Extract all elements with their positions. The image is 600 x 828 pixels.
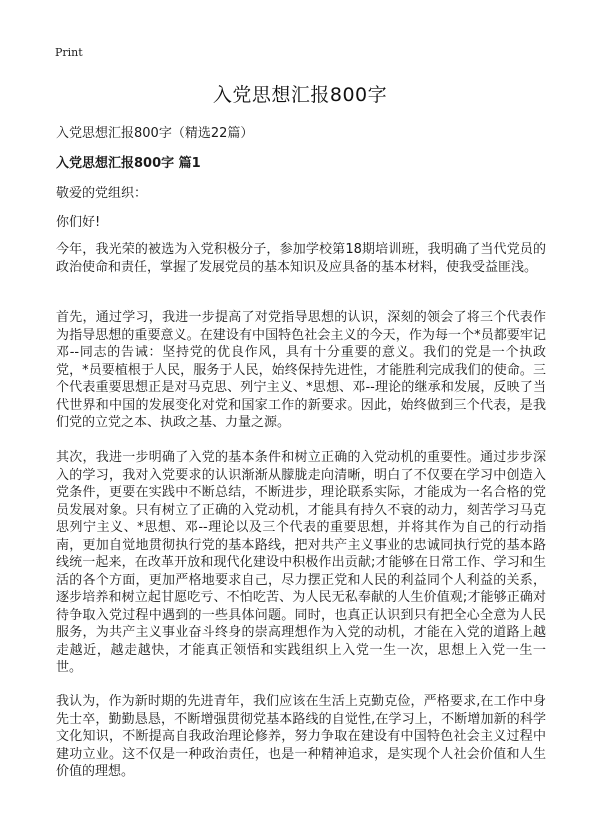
section-heading: 入党思想汇报800字 篇1 xyxy=(56,156,201,171)
paragraph-2: 首先，通过学习，我进一步提高了对党指导思想的认识，深刻的领会了将三个代表作为指导思想的重要意义。在建设有中国特色社会主义的今天，作为每一个*员都要牢记邓--同志的告诫：坚持党的优良作风，具有十分重要的意义。我们的党是一个执政党，*员要植根于人民，服务于人民，始终保持先进性，才能胜利完成我们的使命。三个代表重要思想正是对马克思、列宁主义、*思想、邓--理论的继承和发展，反映了当代世界和中国的发展变化对党和国家工作的新要求。因此，始终做到三个代表，是我们党的立党之本、执政之基、力量之源。 xyxy=(56,310,546,430)
page-title: 入党思想汇报800字 xyxy=(212,84,388,106)
greeting: 你们好! xyxy=(56,215,101,230)
document-subtitle: 入党思想汇报800字（精选22篇） xyxy=(56,126,254,141)
salutation: 敬爱的党组织： xyxy=(56,186,148,201)
paragraph-4: 我认为，作为新时期的先进青年，我们应该在生活上克勤克俭，严格要求,在工作中身先士卒，勤勤恳恳，不断增强贯彻党基本路线的自觉性,在学习上，不断增加新的科学文化知识，不断提高自我政治理论修养，努力争取在建设有中国特色社会主义过程中建功立业。这不仅是一种政治责任，也是一种精神追求，是实现个人社会价值和人生价值的理想。 xyxy=(56,694,546,779)
paragraph-1: 今年，我光荣的被选为入党积极分子，参加学校第18期培训班，我明确了当代党员的政治使命和责任，掌握了发展党员的基本知识及应具备的基本材料，使我受益匪浅。 xyxy=(56,242,546,275)
print-link[interactable]: Print xyxy=(55,46,83,59)
paragraph-3: 其次，我进一步明确了入党的基本条件和树立正确的入党动机的重要性。通过步步深入的学习，我对入党要求的认识渐渐从朦胧走向清晰，明白了不仅要在学习中创造入党条件，更要在实践中不断总结，不断进步，理论联系实际，才能成为一名合格的党员发展对象。只有树立了正确的入党动机，才能具有持久不衰的动力，刻苦学习马克思列宁主义、*思想、邓--理论以及三个代表的重要思想，并将其作为自己的行动指南，更加自觉地贯彻执行党的基本路线，把对共产主义事业的忠诚同执行党的基本路线统一起来，在改革开放和现代化建设中积极作出贡献;才能够在日常工作、学习和生活的各个方面，更加严格地要求自己，尽力摆正党和人民的利益同个人利益的关系，逐步培养和树立起甘愿吃亏、不怕吃苦、为人民无私奉献的人生价值观;才能够正确对待争取入党过程中遇到的一些具体问题。同时，也真正认识到只有把全心全意为人民服务，为共产主义事业奋斗终身的崇高理想作为入党的动机，才能在入党的道路上越走越近，越走越快，才能真正领悟和实践组织上入党一生一次，思想上入党一生一世。 xyxy=(56,450,546,675)
